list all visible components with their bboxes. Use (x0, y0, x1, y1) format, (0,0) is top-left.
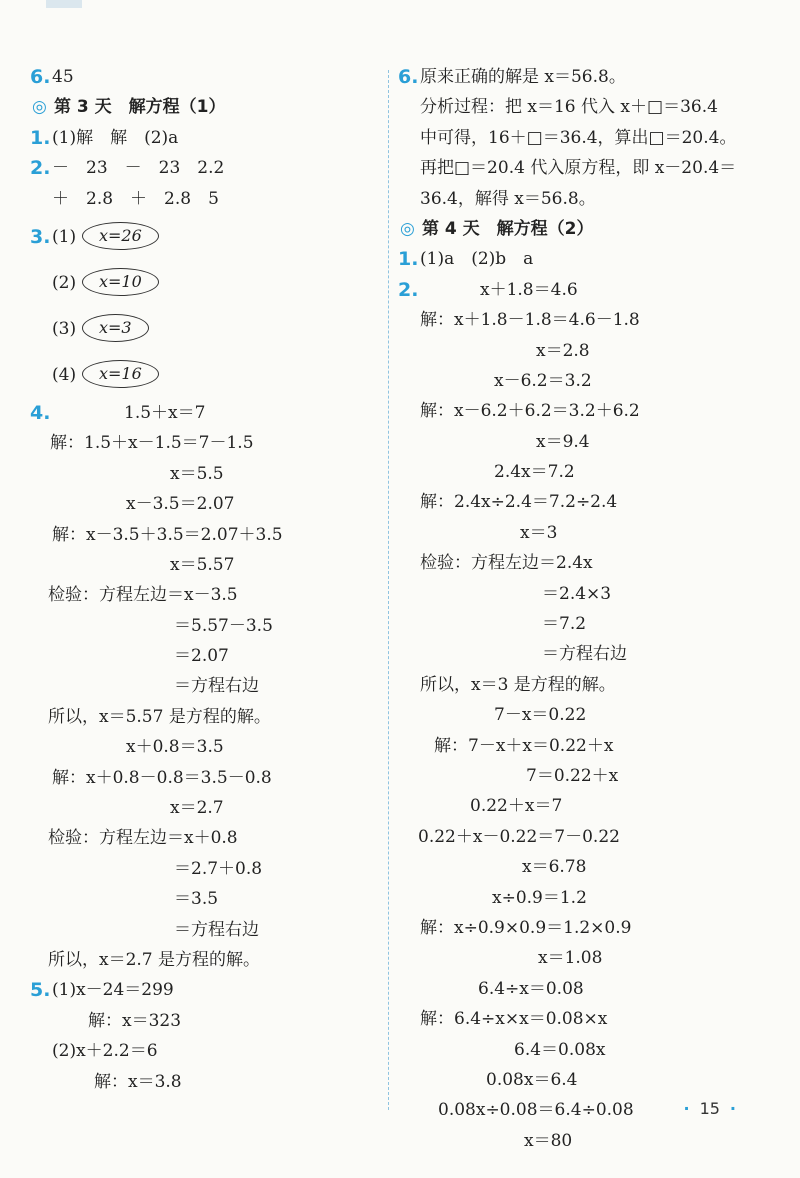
circled-answer: x=26 (82, 222, 159, 250)
equation-text: 解：x÷0.9×0.9＝1.2×0.9 (420, 917, 632, 938)
equation-line (30, 1067, 380, 1097)
equation-text: ＝2.7＋0.8 (174, 858, 263, 879)
equation-line (398, 639, 778, 669)
equation-line (398, 791, 778, 821)
equation-line (30, 975, 380, 1005)
equation-line (30, 732, 380, 762)
question-number: 6. (30, 66, 51, 88)
question-number: 5. (30, 979, 51, 1002)
question-number: 3. (30, 225, 51, 248)
equation-line (30, 428, 380, 458)
equation-text: x＝5.5 (170, 463, 224, 484)
right-column (398, 62, 778, 1156)
equation-line (398, 518, 778, 548)
equation-line (398, 609, 778, 639)
equation-text: 检验：方程左边＝2.4x (420, 553, 593, 574)
top-color-strip (46, 0, 82, 8)
equation-text: x＝3 (520, 522, 558, 543)
equation-text: x＋1.8＝4.6 (480, 279, 578, 300)
equation-line (30, 459, 380, 489)
equation-line (398, 275, 778, 305)
equation-line (30, 763, 380, 793)
answer-2-row2 (30, 184, 380, 214)
question-number: 1. (30, 126, 51, 149)
bullseye-icon: ◎ (400, 218, 415, 239)
equation-text: ＝5.57－3.5 (174, 615, 273, 636)
answer-3-3 (30, 306, 380, 352)
equation-line (30, 580, 380, 610)
answer-3-1 (30, 214, 380, 260)
equation-text: 7＝0.22＋x (526, 765, 619, 786)
section-title: 第 3 天 解方程（1） (54, 97, 226, 118)
sub-label: (4) (52, 364, 77, 385)
equation-text: 1.5＋x＝7 (124, 402, 206, 423)
equation-line (398, 731, 778, 761)
dot-icon: · (683, 1099, 690, 1118)
equation-line (30, 550, 380, 580)
bullseye-icon: ◎ (32, 97, 47, 118)
answer-text: 原来正确的解是 x＝56.8。 (420, 67, 626, 87)
circled-answer: x=3 (82, 314, 149, 342)
equation-text: 0.22＋x＝7 (470, 796, 563, 817)
equation-line (398, 427, 778, 457)
column-divider (388, 70, 389, 1110)
equation-line (30, 611, 380, 641)
equation-line (398, 305, 778, 335)
equation-text: ＝方程右边 (542, 644, 627, 665)
answer-text: (1)a (2)b a (420, 249, 534, 270)
sub-label: (1) (52, 226, 77, 247)
answer-6 (30, 62, 380, 92)
equation-text: 所以，x＝3 是方程的解。 (420, 674, 616, 695)
analysis-text: 再把□＝20.4 代入原方程，即 x－20.4＝ (420, 158, 737, 179)
equation-line (30, 671, 380, 701)
equation-line (30, 641, 380, 671)
answer-text: ＋ 2.8 ＋ 2.8 5 (52, 188, 219, 209)
equation-text: 解：x＋0.8－0.8＝3.5－0.8 (52, 767, 272, 788)
page-number-text: 15 (699, 1099, 720, 1118)
section-heading-day3 (30, 92, 380, 122)
equation-text: 解：x－6.2＋6.2＝3.2＋6.2 (420, 401, 640, 422)
equation-text: ＝方程右边 (174, 919, 259, 940)
equation-text: x＝9.4 (536, 431, 590, 452)
equation-text: 解：2.4x÷2.4＝7.2÷2.4 (420, 492, 618, 513)
answer-6-right (398, 62, 778, 92)
equation-text: x＝5.57 (170, 554, 235, 575)
equation-line (30, 915, 380, 945)
question-number: 1. (398, 248, 419, 271)
equation-text: 0.08x÷0.08＝6.4÷0.08 (438, 1100, 634, 1121)
analysis-line (398, 92, 778, 122)
equation-line (30, 398, 380, 428)
equation-text: (1)x－24＝299 (52, 980, 174, 1001)
answer-text: 45 (52, 67, 74, 87)
equation-line (398, 852, 778, 882)
analysis-text: 中可得，16＋□＝36.4，算出□＝20.4。 (420, 127, 737, 148)
equation-text: x÷0.9＝1.2 (492, 887, 587, 908)
analysis-line (398, 184, 778, 214)
answer-2-row1 (30, 153, 380, 183)
equation-text: 解：x＝3.8 (94, 1071, 182, 1092)
dot-icon: · (729, 1099, 736, 1118)
equation-text: 解：7－x＋x＝0.22＋x (434, 735, 614, 756)
answer-3-4 (30, 352, 380, 398)
equation-text: 0.22＋x－0.22＝7－0.22 (418, 826, 620, 847)
question-number: 4. (30, 401, 51, 424)
equation-line (30, 489, 380, 519)
analysis-text: 36.4，解得 x＝56.8。 (420, 188, 596, 209)
equation-text: 解：x＋1.8－1.8＝4.6－1.8 (420, 310, 640, 331)
equation-line (398, 1126, 778, 1156)
equation-line (398, 1065, 778, 1095)
equation-line (398, 366, 778, 396)
equation-line (398, 974, 778, 1004)
equation-text: 所以，x＝5.57 是方程的解。 (48, 706, 271, 727)
equation-text: x＋0.8＝3.5 (126, 737, 224, 758)
equation-text: ＝方程右边 (174, 676, 259, 697)
equation-line (30, 702, 380, 732)
answer-text: (1)解 解 (2)a (52, 127, 179, 148)
page-number (673, 1099, 746, 1118)
equation-text: 解：1.5＋x－1.5＝7－1.5 (50, 433, 254, 454)
equation-text: 所以，x＝2.7 是方程的解。 (48, 949, 261, 970)
equation-text: ＝2.4×3 (542, 583, 612, 604)
equation-text: 2.4x＝7.2 (494, 462, 575, 483)
equation-line (398, 579, 778, 609)
equation-line (398, 700, 778, 730)
equation-line (398, 943, 778, 973)
equation-line (30, 854, 380, 884)
equation-line (398, 761, 778, 791)
equation-text: ＝7.2 (542, 614, 587, 635)
equation-text: 6.4＝0.08x (514, 1039, 606, 1060)
equation-text: ＝2.07 (174, 646, 229, 667)
equation-text: 0.08x＝6.4 (486, 1069, 578, 1090)
question-number: 2. (398, 278, 419, 301)
answer-1 (30, 123, 380, 153)
equation-text: x＝2.7 (170, 798, 224, 819)
equation-line (30, 945, 380, 975)
analysis-line (398, 123, 778, 153)
equation-text: 6.4÷x＝0.08 (478, 978, 584, 999)
equation-line (398, 396, 778, 426)
answer-1-right (398, 244, 778, 274)
sub-label: (3) (52, 318, 77, 339)
equation-line (398, 1035, 778, 1065)
equation-line (30, 884, 380, 914)
equation-line (398, 883, 778, 913)
equation-text: 检验：方程左边＝x＋0.8 (48, 828, 238, 849)
equation-text: x＝2.8 (536, 340, 590, 361)
equation-text: 解：x－3.5＋3.5＝2.07＋3.5 (52, 524, 283, 545)
analysis-text: 分析过程：把 x＝16 代入 x＋□＝36.4 (420, 97, 718, 118)
sub-label: (2) (52, 272, 77, 293)
equation-line (398, 457, 778, 487)
answer-3-2 (30, 260, 380, 306)
equation-text: 7－x＝0.22 (494, 705, 587, 726)
equation-line (398, 336, 778, 366)
equation-line (398, 822, 778, 852)
equation-line (398, 670, 778, 700)
equation-line (30, 1006, 380, 1036)
equation-line (30, 1036, 380, 1066)
left-column (30, 62, 380, 1097)
equation-line (30, 823, 380, 853)
circled-answer: x=10 (82, 268, 159, 296)
analysis-line (398, 153, 778, 183)
section-title: 第 4 天 解方程（2） (422, 218, 594, 239)
question-number: 6. (398, 66, 419, 88)
equation-text: x＝6.78 (522, 857, 587, 878)
section-heading-day4 (398, 214, 778, 244)
equation-text: (2)x＋2.2＝6 (52, 1041, 158, 1062)
equation-text: x＝80 (524, 1130, 573, 1151)
equation-text: 解：6.4÷x×x＝0.08×x (420, 1009, 608, 1030)
equation-text: 解：x＝323 (88, 1010, 182, 1031)
equation-line (30, 793, 380, 823)
equation-line (398, 487, 778, 517)
answer-text: － 23 － 23 2.2 (52, 158, 225, 179)
equation-line (398, 913, 778, 943)
equation-text: ＝3.5 (174, 889, 219, 910)
equation-text: 检验：方程左边＝x－3.5 (48, 585, 238, 606)
equation-text: x－6.2＝3.2 (494, 370, 592, 391)
equation-text: x－3.5＝2.07 (126, 494, 235, 515)
equation-line (398, 1004, 778, 1034)
equation-line (398, 548, 778, 578)
question-number: 2. (30, 157, 51, 180)
equation-text: x＝1.08 (538, 948, 603, 969)
circled-answer: x=16 (82, 360, 159, 388)
equation-line (30, 520, 380, 550)
